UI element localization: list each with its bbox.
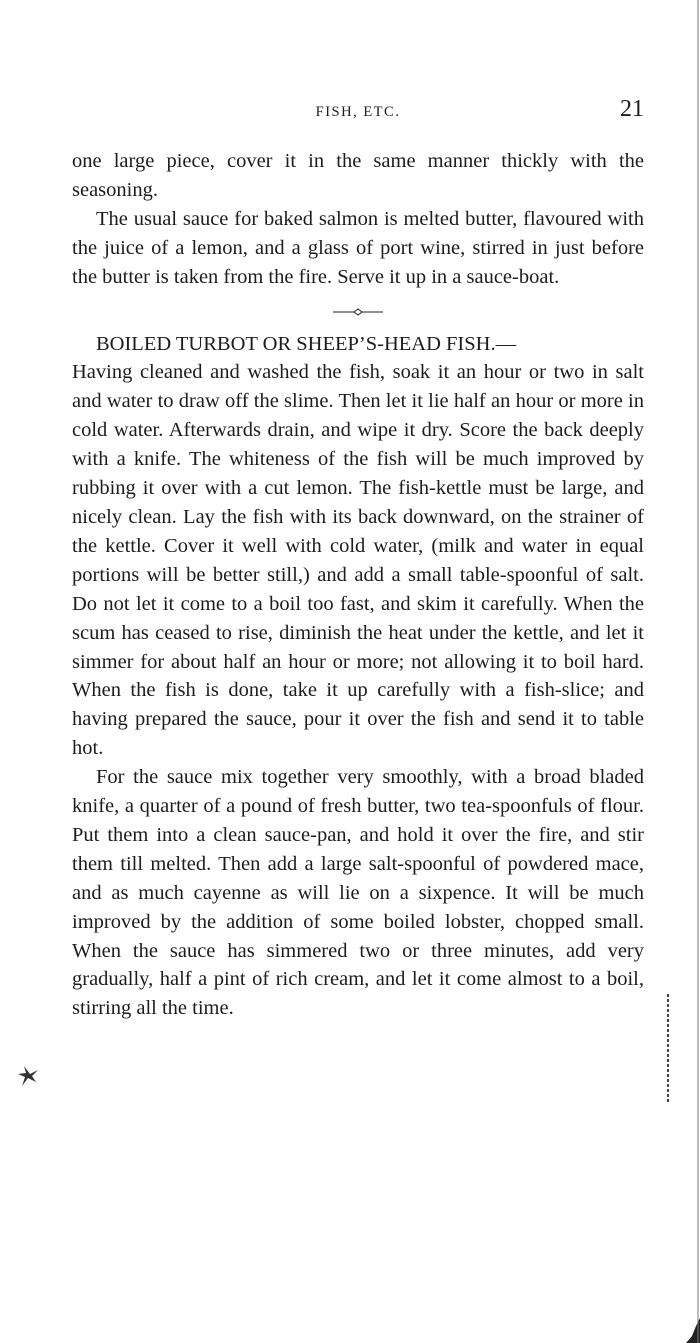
paragraph-sauce: The usual sauce for baked salmon is melted butter, flavoured with the juice of a lemon, and a glass of port wine, stirred in just before the butter is taken from the fire. Serve it up in a sauce-boat. (72, 207, 644, 288)
page-edge-icon (690, 0, 700, 1343)
paragraph-continuation: one large piece, cover it in the same manner thickly with the seasoning. (72, 150, 644, 201)
ink-speck-icon (14, 1062, 44, 1092)
paragraph-sauce-recipe: For the sauce mix together very smoothly, with a broad bladed knife, a quarter of a pound of fresh butter, two tea-spoonfuls of flour. Put them into a clean sauce-pan, and hold it over the fire, and stir them till melted. Then add a large salt-spoonful of powdered mace, and as much cayenne as will lie on a sixpence. It will be much improved by the addition of some boiled lobster, chopped small. When the sauce has simmered two or three minutes, add very gradually, half a pint of rich cream, and let it come almost to a boil, stirring all the time. (72, 766, 644, 1020)
recipe-heading: BOILED TURBOT OR SHEEP’S-HEAD FISH.— (96, 332, 517, 355)
margin-mark-icon (662, 994, 674, 1104)
page-header (72, 96, 644, 136)
running-head: FISH, ETC. (315, 104, 401, 120)
divider-ornament-icon (333, 307, 383, 317)
section-divider (72, 292, 644, 330)
page-number: 21 (620, 96, 644, 122)
body-text (72, 147, 644, 1023)
paragraph-method: Having cleaned and washed the fish, soak it an hour or two in salt and water to draw off the slime. Then let it lie half an hour or more in cold water. Afterwards drain, and wipe it dry. Score the back deeply with a knife. The whiteness of the fish will be much improved by rubbing it over with a cut lemon. The fish-kettle must be large, and nicely clean. Lay the fish with its back downward, on the strainer of the kettle. Cover it well with cold water, (milk and water in equal portions will be better still,) and add a small table-spoonful of salt. Do not let it come to a boil too fast, and skim it carefully. When the scum has ceased to rise, diminish the heat under the kettle, and let it simmer for about half an hour or more; not allowing it to boil hard. When the fish is done, take it up carefully with a fish-slice; and having prepared the sauce, pour it over the fish and send it to table hot. (72, 361, 644, 760)
